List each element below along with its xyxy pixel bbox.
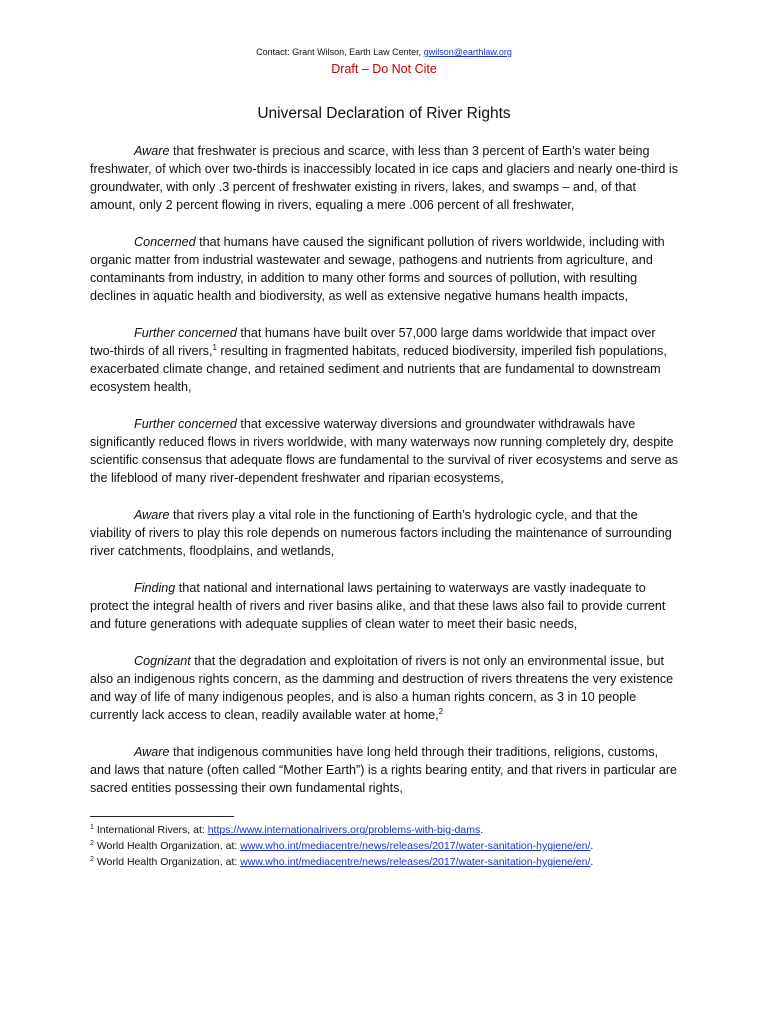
clause-text: that national and international laws pertaining to waterways are vastly inadequate to protect the integral health of rivers and river basins alike, and that these laws also fail to provide current and future generations with adequate supplies of clean water to meet their basic needs, <box>90 581 666 631</box>
footnote-ref-1[interactable]: 1 <box>212 343 217 352</box>
clause-text: that humans have caused the significant pollution of rivers worldwide, including with organic matter from industrial wastewater and sewage, pathogens and nutrients from agriculture, and contaminants from industry, in addition to many other forms and sources of pollution, with resulting declines in aquatic health and biodiversity, as well as extensive negative humans health impacts, <box>90 235 665 303</box>
preamble-clauses <box>90 142 678 797</box>
clause-text: that indigenous communities have long held through their traditions, religions, customs, and laws that nature (often called “Mother Earth”) is a rights bearing entity, and that rivers in particular are sacred entities possessing their own fundamental rights, <box>90 745 678 795</box>
preamble-clause-3 <box>90 324 678 396</box>
contact-line <box>90 46 678 58</box>
footnote-3 <box>90 855 678 869</box>
contact-email-link[interactable]: gwilson@earthlaw.org <box>423 47 512 57</box>
footnote-trail: . <box>590 840 594 852</box>
footnotes <box>90 823 678 869</box>
clause-text: that the degradation and exploitation of rivers is not only an environmental issue, but also an indigenous rights concern, as the damming and destruction of rivers threatens the very existence and way of life of many indigenous peoples, and is also a human rights concern, as 3 in 10 people currently lack access to clean, readily available water at home, <box>90 654 674 722</box>
document-title: Universal Declaration of River Rights <box>257 105 511 122</box>
footnote-1 <box>90 823 678 837</box>
preamble-clause-5 <box>90 506 678 560</box>
footnote-separator <box>90 816 234 817</box>
preamble-clause-8 <box>90 743 678 797</box>
preamble-clause-1 <box>90 142 678 214</box>
draft-notice: Draft – Do Not Cite <box>331 62 437 76</box>
clause-text: that excessive waterway diversions and groundwater withdrawals have significantly reduced flows in rivers worldwide, with many waterways now running completely dry, despite scientific consensus that adequate flows are fundamental to the survival of river ecosystems and serve as the lifeblood of many river-dependent freshwater and riparian ecosystems, <box>90 417 679 485</box>
footnote-link[interactable]: https://www.internationalrivers.org/problems-with-big-dams <box>207 824 481 836</box>
footnote-label: World Health Organization, at: <box>93 856 241 868</box>
footnote-number: 2 <box>90 840 94 847</box>
footnote-number: 2 <box>90 856 94 863</box>
clause-text-continued: resulting in fragmented habitats, reduced biodiversity, imperiled fish populations, exacerbated climate change, and retained sediment and nutrients that are fundamental to downstream ecosystem health, <box>90 344 667 394</box>
footnote-link[interactable]: www.who.int/mediacentre/news/releases/2017/water-sanitation-hygiene/en/ <box>240 840 591 852</box>
footnote-link[interactable]: www.who.int/mediacentre/news/releases/2017/water-sanitation-hygiene/en/ <box>240 856 591 868</box>
clause-text: that humans have built over 57,000 large dams worldwide that impact over two-thirds of all rivers, <box>90 326 656 358</box>
footnote-trail: . <box>480 824 484 836</box>
footnote-label: International Rivers, at: <box>93 824 208 836</box>
clause-text: that freshwater is precious and scarce, with less than 3 percent of Earth’s water being freshwater, of which over two-thirds is inaccessibly located in ice caps and glaciers and nearly one-third is groundwater, with only .3 percent of freshwater existing in rivers, lakes, and swamps – and, of that amount, only 2 percent flowing in rivers, equaling a mere .006 percent of all freshwater, <box>90 144 678 212</box>
preamble-clause-6 <box>90 579 678 633</box>
footnote-number: 1 <box>90 824 94 831</box>
preamble-clause-4 <box>90 415 678 487</box>
footnote-trail: . <box>590 856 594 868</box>
clause-lead: Further concerned <box>134 417 237 431</box>
clause-lead: Aware <box>134 745 170 759</box>
preamble-clause-7 <box>90 652 678 724</box>
footnote-ref-2[interactable]: 2 <box>438 707 444 716</box>
clause-lead: Cognizant <box>134 654 191 668</box>
footnote-label: World Health Organization, at: <box>93 840 241 852</box>
clause-text: that rivers play a vital role in the functioning of Earth’s hydrologic cycle, and that the viability of rivers to play this role depends on numerous factors including the maintenance of surrounding river catchments, floodplains, and wetlands, <box>90 508 672 558</box>
clause-lead: Aware <box>134 144 170 158</box>
clause-lead: Aware <box>134 508 170 522</box>
footnote-2 <box>90 839 678 853</box>
contact-text: Contact: Grant Wilson, Earth Law Center, <box>256 47 424 57</box>
clause-lead: Finding <box>134 581 176 595</box>
preamble-clause-2 <box>90 233 678 305</box>
clause-lead: Further concerned <box>134 326 237 340</box>
clause-lead: Concerned <box>134 235 196 249</box>
